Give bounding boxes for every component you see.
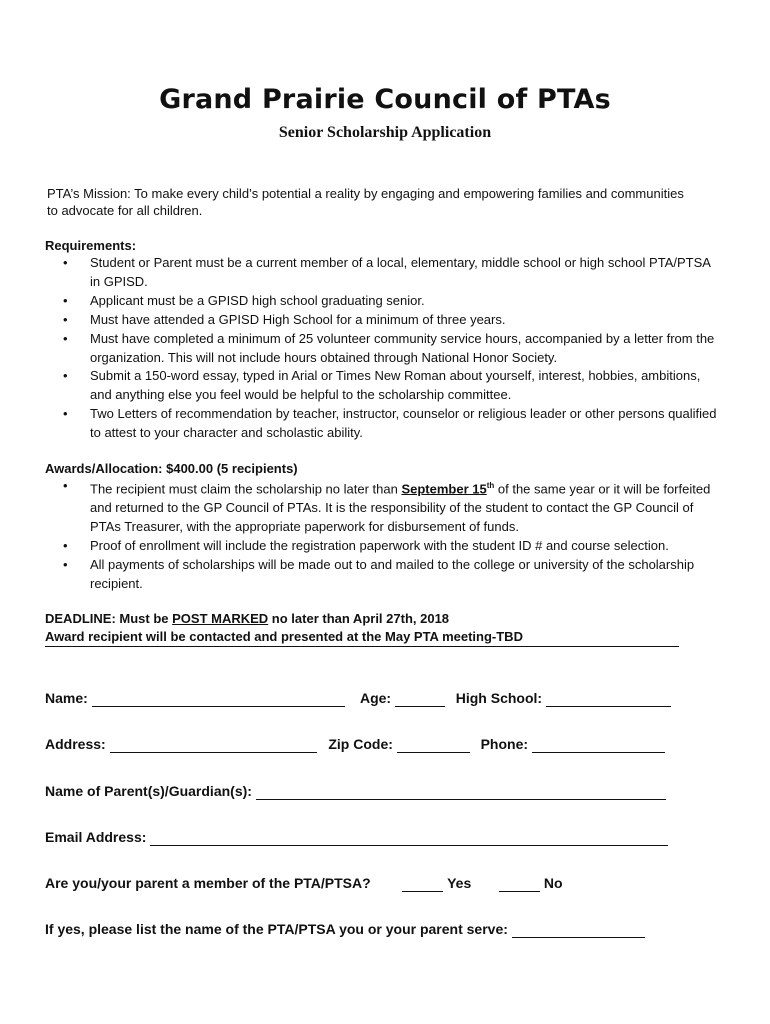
no-label: No	[543, 875, 563, 891]
email-label: Email Address:	[45, 829, 147, 845]
name-field[interactable]	[92, 690, 345, 707]
email-field[interactable]	[150, 829, 668, 846]
serve-field[interactable]	[512, 921, 645, 938]
page-subtitle: Senior Scholarship Application	[278, 124, 492, 141]
yes-checkbox-line[interactable]	[402, 875, 443, 892]
age-label: Age:	[359, 690, 392, 706]
high-school-field[interactable]	[546, 690, 671, 707]
yes-label: Yes	[447, 875, 472, 891]
serve-question: If yes, please list the name of the PTA/PTSA you or your parent serve:	[45, 921, 508, 937]
form-row-membership	[45, 875, 563, 892]
address-field[interactable]	[110, 736, 317, 753]
guardian-field[interactable]	[256, 783, 666, 800]
guardian-label: Name of Parent(s)/Guardian(s):	[45, 783, 252, 799]
list-item: • All payments of scholarships will be made out to and mailed to the college or university of the scholarship recipient.	[63, 556, 713, 594]
deadline-line	[45, 610, 679, 628]
list-item: • Proof of enrollment will include the registration paperwork with the student ID # and course selection.	[63, 537, 713, 556]
address-label: Address:	[45, 736, 106, 752]
requirements-list	[63, 254, 723, 443]
list-item	[63, 477, 713, 537]
award-notice	[45, 628, 679, 647]
form-row-serve	[45, 921, 645, 938]
form-row-guardian	[45, 783, 666, 800]
date-suffix: th	[486, 481, 495, 490]
awards-list	[63, 477, 713, 594]
phone-label: Phone:	[480, 736, 529, 752]
form-row-address	[45, 736, 665, 753]
list-item: • Two Letters of recommendation by teacher, instructor, counselor or religious leader or other persons qualified to attest to your character and scholastic ability.	[63, 405, 723, 443]
deadline-block	[45, 610, 679, 647]
post-marked: POST MARKED	[172, 611, 269, 626]
no-checkbox-line[interactable]	[499, 875, 540, 892]
form-row-email	[45, 829, 668, 846]
deadline-prefix: DEADLINE: Must be	[45, 611, 173, 626]
high-school-label: High School:	[455, 690, 543, 706]
age-field[interactable]	[395, 690, 445, 707]
deadline-date: no later than April 27th, 2018	[268, 611, 450, 626]
award-text-end: of the same year or it will be forfeited and returned to the GP Council of PTAs. It is the responsibility of the student to contact the GP Council of PTAs Treasurer, with the appropriate paperwork for disbursement of funds.	[90, 481, 711, 535]
list-item: • Must have attended a GPISD High School for a minimum of three years.	[63, 311, 723, 330]
list-item: • Must have completed a minimum of 25 volunteer community service hours, accompanied by a letter from the organization. This will not include hours obtained through National Honor Society.	[63, 330, 723, 368]
requirements-heading: Requirements:	[45, 238, 137, 253]
zip-code-label: Zip Code:	[328, 736, 393, 752]
list-item: • Submit a 150-word essay, typed in Arial or Times New Roman about yourself, interest, hobbies, ambitions, and anything else you feel would be helpful to the scholarship committee.	[63, 367, 723, 405]
membership-question: Are you/your parent a member of the PTA/PTSA?	[45, 875, 371, 891]
phone-field[interactable]	[532, 736, 665, 753]
claim-deadline-date: September 15	[401, 481, 487, 497]
awards-heading: Awards/Allocation: $400.00 (5 recipients)	[45, 461, 298, 476]
mission-statement: PTA’s Mission: To make every child’s potential a reality by engaging and empowering families and communities to advocate for all children.	[47, 186, 684, 218]
list-item: • Student or Parent must be a current member of a local, elementary, middle school or high school PTA/PTSA in GPISD.	[63, 254, 723, 292]
form-row-name	[45, 690, 671, 707]
award-notice-text: Award recipient will be contacted and presented at the May PTA meeting-TBD	[45, 629, 523, 644]
page-title: Grand Prairie Council of PTAs	[159, 84, 611, 115]
award-text-start: The recipient must claim the scholarship no later than	[90, 481, 402, 497]
list-item: • Applicant must be a GPISD high school graduating senior.	[63, 292, 723, 311]
zip-code-field[interactable]	[397, 736, 470, 753]
name-label: Name:	[45, 690, 88, 706]
